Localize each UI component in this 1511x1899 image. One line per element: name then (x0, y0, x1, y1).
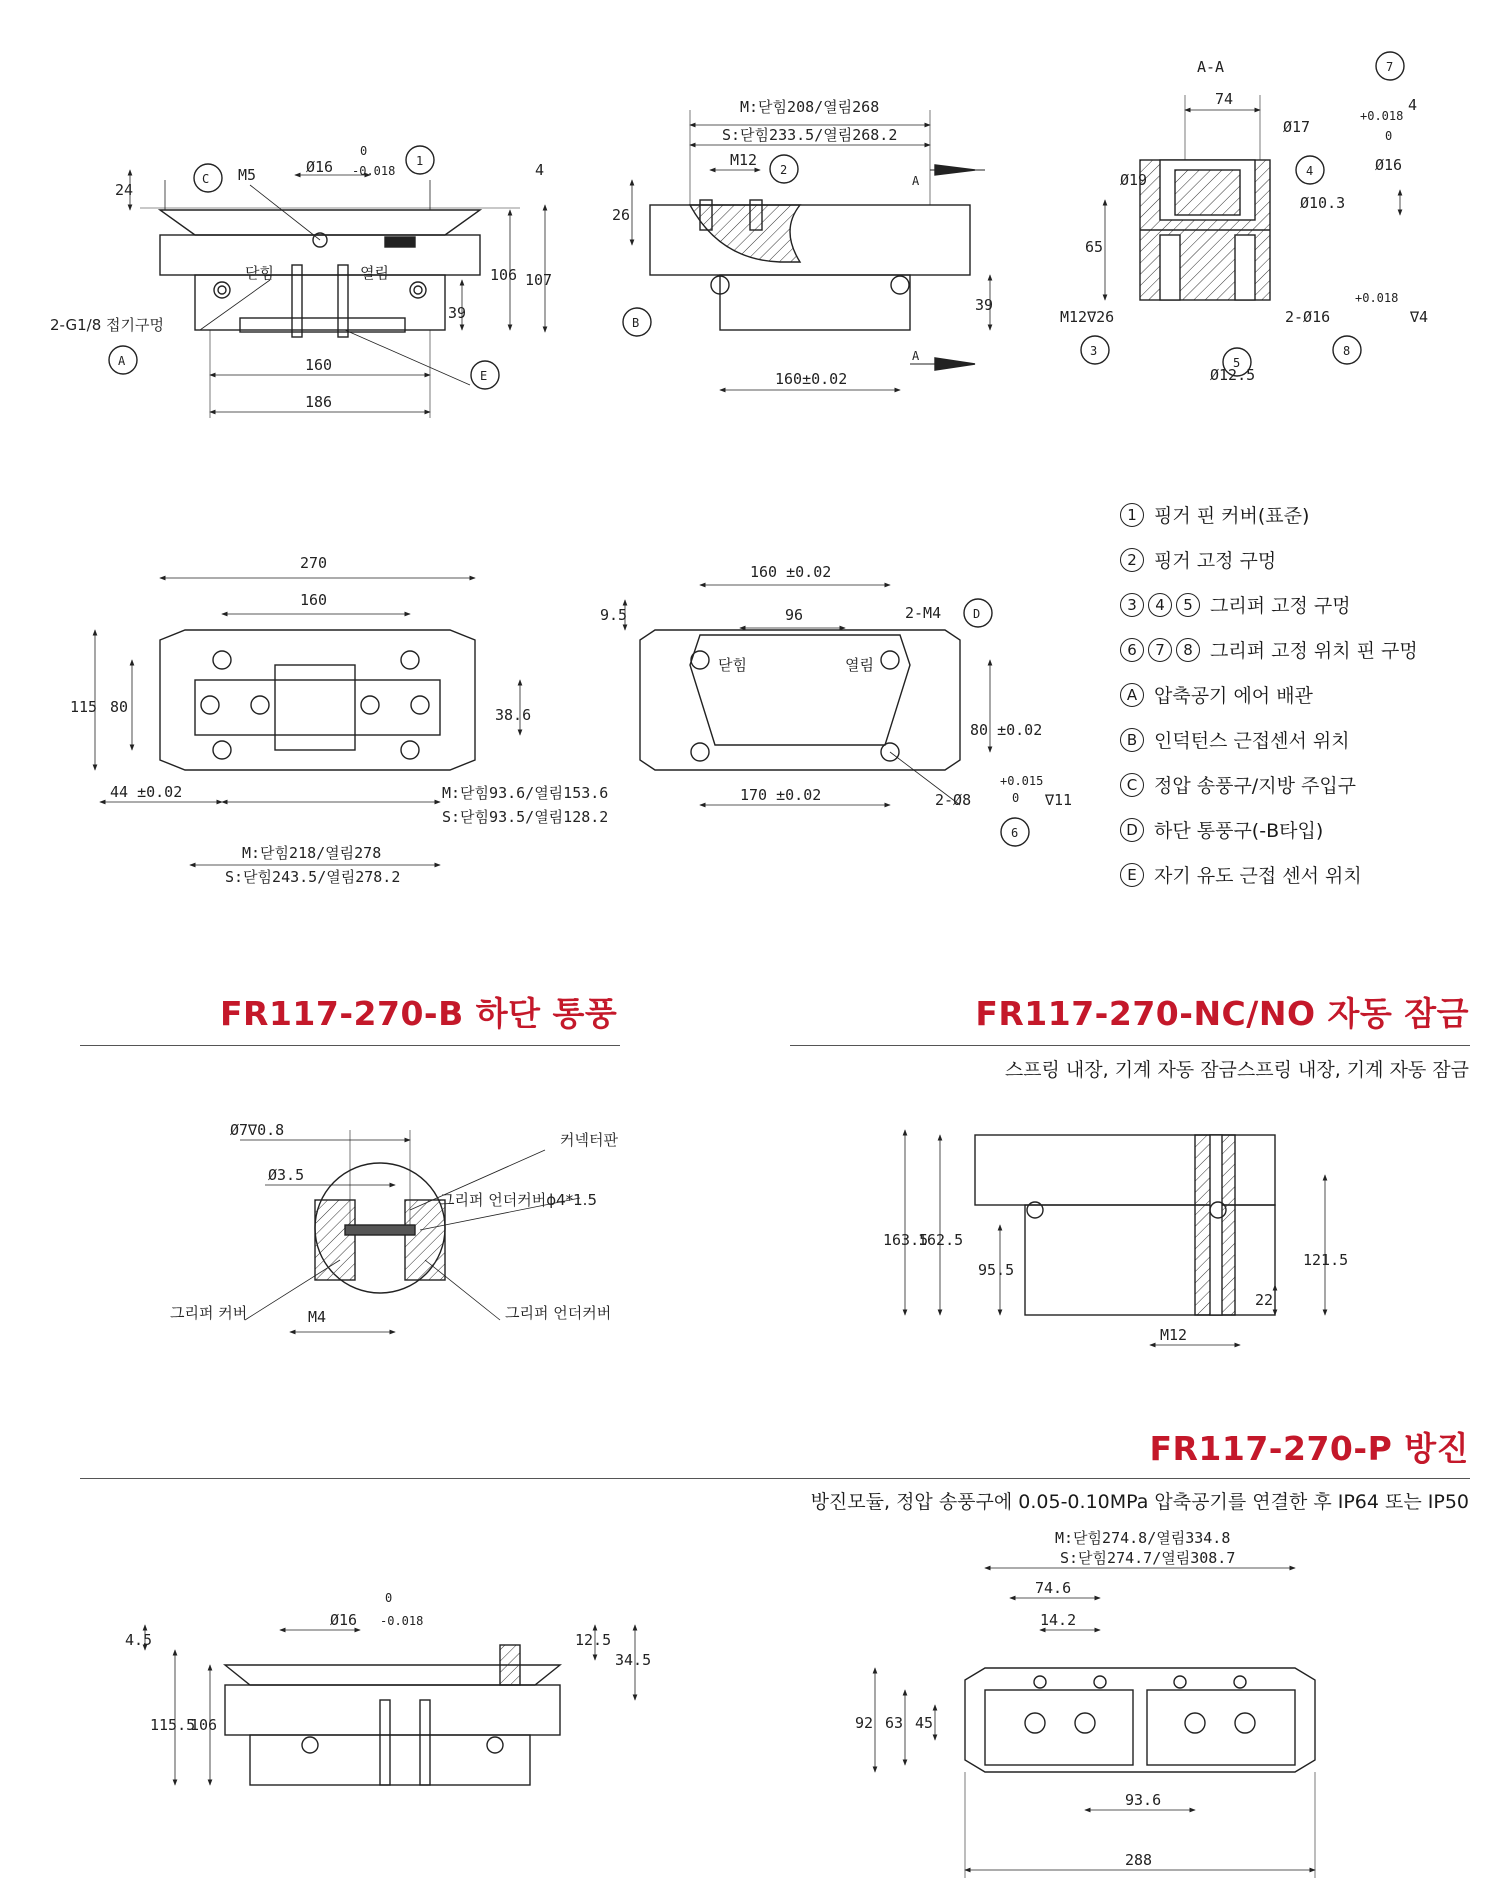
legend-text: 핑거 핀 커버(표준) (1154, 505, 1310, 527)
callout-legend (1120, 492, 1500, 897)
dim-74: 74 (1215, 90, 1234, 108)
dim-160-top: 160 (300, 591, 328, 609)
s-stroke-p: S:닫힘274.7/열림308.7 (1060, 1549, 1236, 1567)
callout-3: 3 (1090, 344, 1098, 358)
phi7-depth: Ø7∇0.8 (230, 1121, 285, 1139)
dim-288: 288 (1125, 1851, 1153, 1869)
m12-nc: M12 (1160, 1326, 1188, 1344)
aa-phi16: Ø16 (1375, 156, 1403, 174)
nc-view-labels (883, 1231, 1348, 1344)
legend-marker: 1 (1120, 503, 1144, 527)
section-subtitle-p: 방진모듈, 정압 송풍구에 0.05-0.10MPa 압축공기를 연결한 후 IP64 또는 IP50 (810, 1491, 1469, 1513)
legend-marker: 8 (1176, 638, 1200, 662)
callout-4: 4 (1306, 164, 1314, 178)
aa-tol-upper: +0.018 (1360, 109, 1404, 123)
p-top-view-labels (855, 1529, 1235, 1869)
section-a-lower: A (912, 349, 920, 363)
callout-7: 7 (1386, 60, 1394, 74)
legend-text: 자기 유도 근접 센서 위치 (1154, 865, 1362, 887)
dim-14-2: 14.2 (1040, 1611, 1077, 1629)
pin-tol-zero: 0 (1012, 791, 1020, 805)
dim-39-side: 39 (975, 296, 994, 314)
legend-marker: 4 (1148, 593, 1172, 617)
phi16-p: Ø16 (330, 1611, 358, 1629)
legend-marker: 2 (1120, 548, 1144, 572)
callout-c: C (202, 172, 210, 186)
section-a-upper: A (912, 174, 920, 188)
nc-view (905, 1130, 1325, 1345)
dim-92: 92 (855, 1714, 874, 1732)
dim-80-tol: 80 ±0.02 (970, 721, 1043, 739)
m-stroke-b: M:닫힘218/열림278 (242, 844, 382, 862)
aa-dim-4: 4 (1408, 96, 1418, 114)
section-title-nc: FR117-270-NC/NO 자동 잠금 (975, 994, 1469, 1033)
phi16-label: Ø16 (306, 158, 334, 176)
dim-63: 63 (885, 1714, 904, 1732)
phi17: Ø17 (1283, 118, 1311, 136)
p-side-view-labels (125, 1591, 651, 1734)
p-tol-zero: 0 (385, 1591, 393, 1605)
p-tol-lower: -0.018 (380, 1614, 424, 1628)
legend-marker: 3 (1120, 593, 1144, 617)
cover-label: 그리퍼 커버 (170, 1304, 248, 1322)
legend-row (1120, 807, 1500, 852)
dim-80: 80 (110, 698, 129, 716)
dim-39: 39 (448, 304, 467, 322)
callout-a: A (118, 354, 126, 368)
legend-text: 하단 통풍구(-B타입) (1154, 820, 1324, 842)
legend-marker: B (1120, 728, 1144, 752)
callout-1: 1 (416, 154, 424, 168)
dim-186: 186 (305, 393, 333, 411)
s-stroke-a: S:닫힘93.5/열림128.2 (442, 808, 609, 826)
legend-marker: A (1120, 683, 1144, 707)
pin-2-phi16: 2-Ø16 (1285, 308, 1331, 326)
legend-row (1120, 537, 1500, 582)
legend-row (1120, 492, 1500, 537)
legend-row (1120, 717, 1500, 762)
m5-label: M5 (238, 166, 257, 184)
m4-detail: M4 (308, 1308, 327, 1326)
m-stroke-a: M:닫힘93.6/열림153.6 (442, 784, 609, 802)
legend-text: 정압 송풍구/지방 주입구 (1154, 775, 1357, 797)
phi3-5: Ø3.5 (268, 1166, 305, 1184)
aa-tol-zero: 0 (1385, 129, 1393, 143)
under-cover-label: 그리퍼 언더커버ɸ4*1.5 (440, 1191, 597, 1209)
bottom-view-labels (600, 563, 1072, 840)
callout-d: D (973, 607, 981, 621)
callout-6: 6 (1011, 826, 1019, 840)
m-stroke-p: M:닫힘274.8/열림334.8 (1055, 1529, 1231, 1547)
tol-lower: -0.018 (352, 164, 396, 178)
legend-row (1120, 627, 1500, 672)
aa-depth-4: ∇4 (1410, 308, 1429, 326)
m4-holes: 2-M4 (905, 604, 942, 622)
dim-162-5: 162.5 (918, 1231, 964, 1249)
dim-270: 270 (300, 554, 328, 572)
front-view-labels (50, 144, 552, 411)
section-subtitle-nc: 스프링 내장, 기계 자동 잠금스프링 내장, 기계 자동 잠금 (1004, 1059, 1469, 1081)
callout-e: E (480, 369, 488, 383)
p-side-view (145, 1625, 635, 1785)
dim-93-6: 93.6 (1125, 1791, 1162, 1809)
dim-4-5: 4.5 (125, 1631, 153, 1649)
s-stroke: S:닫힘233.5/열림268.2 (722, 126, 898, 144)
dim-160-tol: 160±0.02 (775, 370, 848, 388)
connector-label: 커넥터판 (560, 1131, 618, 1149)
legend-marker: 6 (1120, 638, 1144, 662)
legend-row (1120, 852, 1500, 897)
dim-26: 26 (612, 206, 631, 224)
callout-b: B (632, 316, 640, 330)
dim-170: 170 ±0.02 (740, 786, 822, 804)
top-view-labels (70, 554, 608, 886)
m-stroke: M:닫힘208/열림268 (740, 98, 880, 116)
side-view-labels (612, 98, 993, 388)
tol-upper: 0 (360, 144, 368, 158)
pin-depth: ∇11 (1045, 791, 1073, 809)
divider-nc (790, 1045, 1470, 1046)
dim-96: 96 (785, 606, 804, 624)
section-title-p: FR117-270-P 방진 (1149, 1429, 1469, 1468)
m12-label: M12 (730, 151, 758, 169)
callout-8: 8 (1343, 344, 1351, 358)
dim-160: 160 (305, 356, 333, 374)
open-label-b: 열림 (845, 656, 874, 674)
under-cover-label-2: 그리퍼 언더커버 (505, 1304, 612, 1322)
dim-12-5: 12.5 (575, 1631, 612, 1649)
dim-163-5: 163.5 (883, 1231, 929, 1249)
pin-tol-upper: +0.015 (1000, 774, 1044, 788)
pin-2-phi8: 2-Ø8 (935, 791, 972, 809)
legend-marker: 5 (1176, 593, 1200, 617)
section-title-b: FR117-270-B 하단 통풍 (220, 994, 618, 1033)
port-label: 2-G1/8 접기구멍 (50, 316, 164, 334)
s-stroke-b: S:닫힘243.5/열림278.2 (225, 868, 401, 886)
legend-text: 압축공기 에어 배관 (1154, 685, 1313, 707)
legend-text: 그리퍼 고정 구멍 (1210, 595, 1351, 617)
detail-b-view (240, 1130, 580, 1332)
close-label: 닫힘 (245, 264, 274, 282)
legend-text: 핑거 고정 구멍 (1154, 550, 1277, 572)
phi125: Ø12.5 (1210, 366, 1256, 384)
dim-45: 45 (915, 1714, 934, 1732)
legend-marker: C (1120, 773, 1144, 797)
close-label-b: 닫힘 (718, 656, 747, 674)
legend-marker: D (1120, 818, 1144, 842)
divider-b (80, 1045, 620, 1046)
section-aa (1081, 52, 1404, 376)
divider-p (80, 1478, 1470, 1479)
open-label: 열림 (360, 264, 389, 282)
dim-38-6: 38.6 (495, 706, 532, 724)
dim-65: 65 (1085, 238, 1104, 256)
legend-text: 인덕턴스 근접센서 위치 (1154, 730, 1350, 752)
dim-4: 4 (535, 161, 545, 179)
legend-marker: E (1120, 863, 1144, 887)
legend-row (1120, 582, 1500, 627)
p-top-view (875, 1568, 1315, 1878)
dim-74-6: 74.6 (1035, 1579, 1072, 1597)
dim-9-5: 9.5 (600, 606, 628, 624)
dim-106-p: 106 (190, 1716, 218, 1734)
phi19: Ø19 (1120, 171, 1148, 189)
legend-text: 그리퍼 고정 위치 핀 구멍 (1210, 640, 1418, 662)
dim-121-5: 121.5 (1303, 1251, 1349, 1269)
dim-115-5: 115.5 (150, 1716, 196, 1734)
callout-5: 5 (1233, 356, 1241, 370)
m12-26: M12∇26 (1060, 308, 1115, 326)
phi103: Ø10.3 (1300, 194, 1346, 212)
legend-marker: 7 (1148, 638, 1172, 662)
detail-b-labels (170, 1121, 618, 1326)
dim-107: 107 (525, 271, 553, 289)
legend-row (1120, 672, 1500, 717)
aa-tol-pin: +0.018 (1355, 291, 1399, 305)
dim-95-5: 95.5 (978, 1261, 1015, 1279)
dim-115: 115 (70, 698, 98, 716)
dim-22: 22 (1255, 1291, 1274, 1309)
callout-2: 2 (780, 163, 788, 177)
dim-106: 106 (490, 266, 518, 284)
legend-row (1120, 762, 1500, 807)
dim-24: 24 (115, 181, 134, 199)
dim-34-5: 34.5 (615, 1651, 652, 1669)
side-view (623, 110, 990, 390)
dim-44: 44 ±0.02 (110, 783, 183, 801)
dim-160-bottom: 160 ±0.02 (750, 563, 832, 581)
aa-title: A-A (1197, 58, 1225, 76)
